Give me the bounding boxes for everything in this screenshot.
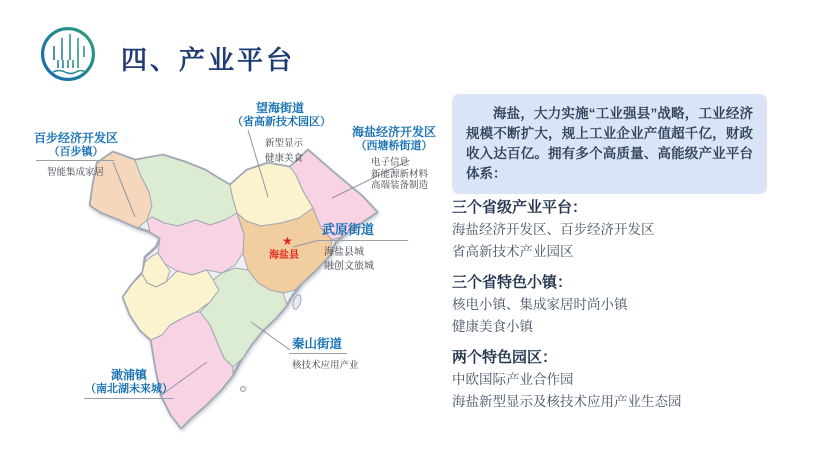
- section-item: 海盐经济开发区、百步经济开发区: [452, 222, 655, 237]
- kaifaqu-feature-2: 新能源新材料: [371, 168, 429, 180]
- wuyuan-underline: [316, 240, 408, 241]
- section-characteristic-towns: [452, 273, 797, 338]
- kaifaqu-feature-1: 电子信息: [371, 157, 410, 168]
- section-item: 健康美食小镇: [452, 319, 533, 334]
- wanghai-feature-2: 健康美食: [265, 153, 304, 164]
- island-south: [240, 386, 245, 391]
- haiyan-logo-icon: [40, 26, 96, 82]
- map-label-bubu: [34, 131, 118, 159]
- map-label-kaifaqu: [352, 125, 436, 153]
- bubu-alias: （百步镇）: [48, 146, 104, 158]
- page-title: 四、产业平台: [121, 45, 296, 75]
- map-label-wuyuan: 武原街道: [322, 222, 375, 237]
- county-seat-label: 海盐县: [269, 250, 299, 261]
- map-label-wanghai: [232, 101, 331, 129]
- kaifaqu-alias: （西塘桥街道）: [355, 140, 433, 152]
- qinshan-feature: 核技术应用产业: [292, 360, 359, 371]
- ganpu-name: 澉浦镇: [110, 368, 147, 382]
- section-heading: 三个省级产业平台：: [452, 199, 588, 216]
- county-seat-star-icon: ★: [282, 234, 293, 248]
- wanghai-alias: （省高新技术园区）: [232, 116, 331, 128]
- bubu-name: 百步经济开发区: [34, 131, 119, 145]
- platform-sections: [452, 190, 797, 413]
- intro-box: 海盐，大力实施“工业强县”战略，工业经济规模不断扩大，规上工业企业产值超千亿，财政收入达百亿。拥有多个高质量、高能级产业平台体系：: [452, 94, 767, 194]
- section-heading: 两个特色园区：: [452, 349, 558, 366]
- section-special-parks: [452, 348, 797, 413]
- qinshan-underline: [289, 353, 347, 354]
- wuyuan-feature-2: 融创文旅城: [324, 261, 374, 272]
- wuyuan-features: [324, 246, 374, 274]
- section-item: 核电小镇、集成家居时尚小镇: [452, 297, 628, 312]
- bubu-underline: [36, 160, 114, 161]
- wanghai-name: 望海街道: [255, 101, 304, 115]
- map-label-qinshan: 秦山街道: [292, 337, 343, 351]
- wuyuan-feature-1: 海盐县城: [324, 247, 364, 258]
- ganpu-alias: （南北湖未来城）: [85, 383, 173, 395]
- section-provincial-platforms: [452, 198, 797, 263]
- kaifaqu-features: [371, 157, 428, 192]
- region-north-green: [135, 155, 237, 226]
- wanghai-features: [265, 136, 303, 166]
- wanghai-feature-1: 新型显示: [265, 138, 304, 149]
- bubu-feature: 智能集成家居: [47, 167, 105, 178]
- section-item: 海盐新型显示及核技术应用产业生态园: [452, 394, 682, 409]
- section-item: 中欧国际产业合作园: [452, 372, 574, 387]
- map-label-ganpu: [84, 368, 174, 396]
- section-item: 省高新技术产业园区: [452, 244, 574, 259]
- kaifaqu-feature-3: 高端装备制造: [371, 180, 429, 191]
- section-heading: 三个省特色小镇：: [452, 274, 573, 291]
- kaifaqu-name: 海盐经济开发区: [352, 125, 437, 139]
- ganpu-underline: [84, 398, 174, 399]
